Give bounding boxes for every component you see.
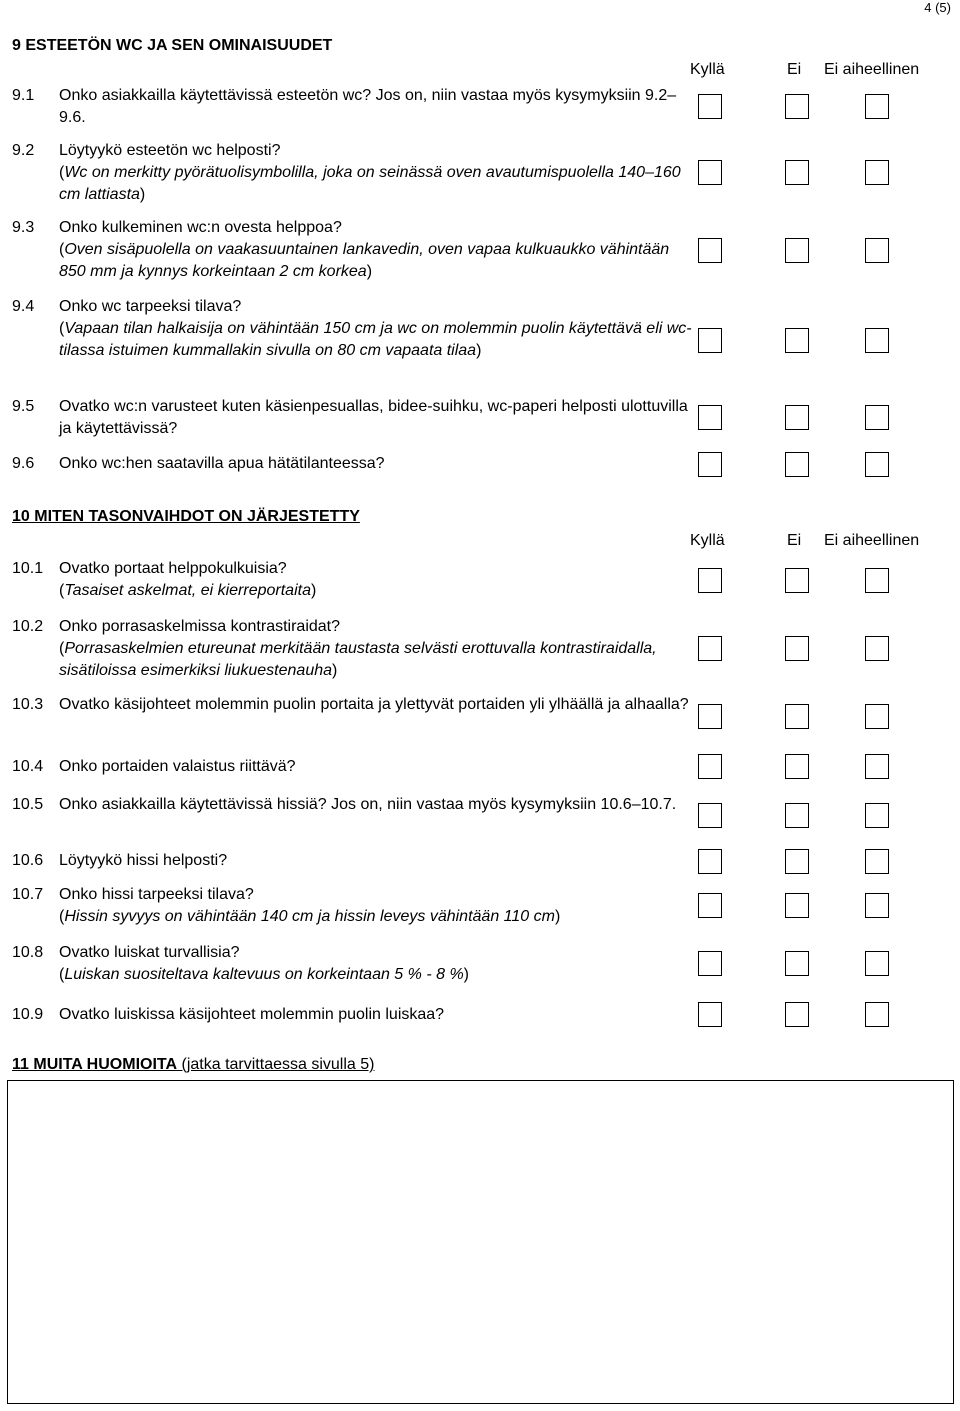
checkbox-no[interactable]: [785, 893, 809, 918]
checkbox-yes[interactable]: [698, 94, 722, 119]
checkbox-no[interactable]: [785, 238, 809, 263]
question-text: Löytyykö hissi helposti?: [59, 852, 228, 869]
answer-row-10-4: [0, 754, 960, 782]
checkbox-na[interactable]: [865, 160, 889, 185]
question-text: Löytyykö esteetön wc helposti?: [59, 142, 281, 159]
question-number: 10.1: [12, 560, 44, 577]
question-text: Ovatko wc:n varusteet kuten käsienpesuallas, bidee-suihku, wc-paperi helposti ulottuvilla ja käytettävissä?: [59, 398, 688, 437]
column-header-na: Ei aiheellinen: [824, 532, 920, 549]
question-number: 9.4: [12, 298, 35, 315]
checkbox-no[interactable]: [785, 704, 809, 729]
question-number: 10.4: [12, 758, 44, 775]
checkbox-na[interactable]: [865, 754, 889, 779]
answer-row-10-8: [0, 951, 960, 979]
checkbox-no[interactable]: [785, 160, 809, 185]
question-number: 9.1: [12, 87, 35, 104]
checkbox-yes[interactable]: [698, 238, 722, 263]
checkbox-no[interactable]: [785, 849, 809, 874]
answer-row-10-1: [0, 568, 960, 596]
checkbox-no[interactable]: [785, 803, 809, 828]
checkbox-yes[interactable]: [698, 568, 722, 593]
checkbox-na[interactable]: [865, 1002, 889, 1027]
checkbox-na[interactable]: [865, 849, 889, 874]
question-text: Onko portaiden valaistus riittävä?: [59, 758, 296, 775]
question-number: 9.3: [12, 219, 35, 236]
question-text: Ovatko käsijohteet molemmin puolin portaita ja ylettyvät portaiden yli ylhäällä ja alhaalla?: [59, 696, 689, 713]
checkbox-no[interactable]: [785, 405, 809, 430]
question-text: Onko porrasaskelmissa kontrastiraidat?: [59, 618, 341, 635]
question-text: Ovatko luiskissa käsijohteet molemmin puolin luiskaa?: [59, 1006, 445, 1023]
answer-row-10-2: [0, 636, 960, 664]
checkbox-na[interactable]: [865, 452, 889, 477]
question-number: 9.2: [12, 142, 35, 159]
question-text: Ovatko luiskat turvallisia?: [59, 944, 240, 961]
checkbox-yes[interactable]: [698, 754, 722, 779]
section-10-title: 10 MITEN TASONVAIHDOT ON JÄRJESTETTY: [12, 508, 360, 525]
question-number: 9.5: [12, 398, 35, 415]
question-note: (Oven sisäpuolella on vaakasuuntainen lankavedin, oven vapaa kulkuaukko vähintään 850 mm ja kynnys korkeintaan 2 cm korkea): [59, 241, 670, 280]
checkbox-na[interactable]: [865, 893, 889, 918]
checkbox-na[interactable]: [865, 704, 889, 729]
question-note: (Porrasaskelmien etureunat merkitään taustasta selvästi erottuvalla kontrastiraidalla, sisätiloissa esimerkiksi liukuestenauha): [59, 640, 657, 679]
checkbox-no[interactable]: [785, 452, 809, 477]
answer-row-9-5: [0, 405, 960, 433]
section-11-title: 11 MUITA HUOMIOITA (jatka tarvittaessa sivulla 5): [12, 1056, 375, 1073]
question-text: Onko wc:hen saatavilla apua hätätilanteessa?: [59, 455, 385, 472]
checkbox-yes[interactable]: [698, 636, 722, 661]
checkbox-no[interactable]: [785, 328, 809, 353]
checkbox-na[interactable]: [865, 803, 889, 828]
answer-row-10-9: [0, 1002, 960, 1030]
answer-row-9-1: [0, 94, 960, 122]
column-headers-9: [690, 61, 944, 81]
checkbox-na[interactable]: [865, 405, 889, 430]
question-text: Onko hissi tarpeeksi tilava?: [59, 886, 254, 903]
answer-row-9-4: [0, 328, 960, 356]
question-text: Ovatko portaat helppokulkuisia?: [59, 560, 287, 577]
column-header-na: Ei aiheellinen: [824, 61, 920, 78]
question-number: 10.5: [12, 796, 44, 813]
checkbox-yes[interactable]: [698, 803, 722, 828]
checkbox-na[interactable]: [865, 568, 889, 593]
checkbox-no[interactable]: [785, 636, 809, 661]
checkbox-na[interactable]: [865, 328, 889, 353]
question-number: 9.6: [12, 455, 35, 472]
checkbox-yes[interactable]: [698, 704, 722, 729]
checkbox-yes[interactable]: [698, 951, 722, 976]
answer-row-10-6: [0, 849, 960, 877]
checkbox-yes[interactable]: [698, 893, 722, 918]
answer-row-10-3: [0, 704, 960, 732]
answer-row-9-3: [0, 238, 960, 266]
column-header-no: Ei: [787, 532, 802, 549]
section-9-title: 9 ESTEETÖN WC JA SEN OMINAISUUDET: [12, 37, 333, 54]
checkbox-no[interactable]: [785, 754, 809, 779]
question-note: (Tasaiset askelmat, ei kierreportaita): [59, 582, 317, 599]
checkbox-no[interactable]: [785, 568, 809, 593]
page-number: 4 (5): [924, 0, 951, 15]
checkbox-no[interactable]: [785, 1002, 809, 1027]
question-text: Onko asiakkailla käytettävissä hissiä? Jos on, niin vastaa myös kysymyksiin 10.6–10.7.: [59, 796, 677, 813]
notes-textarea[interactable]: [7, 1080, 954, 1404]
question-number: 10.9: [12, 1006, 44, 1023]
question-number: 10.6: [12, 852, 44, 869]
question-number: 10.8: [12, 944, 44, 961]
checkbox-na[interactable]: [865, 636, 889, 661]
question-note: (Wc on merkitty pyörätuolisymbolilla, joka on seinässä oven avautumispuolella 140–160 cm lattiasta): [59, 164, 681, 203]
question-number: 10.3: [12, 696, 44, 713]
question-text: Onko asiakkailla käytettävissä esteetön wc? Jos on, niin vastaa myös kysymyksiin 9.2–9.6.: [59, 87, 677, 126]
checkbox-no[interactable]: [785, 951, 809, 976]
question-note: (Luiskan suositeltava kaltevuus on korkeintaan 5 % - 8 %): [59, 966, 469, 983]
column-header-no: Ei: [787, 61, 802, 78]
checkbox-na[interactable]: [865, 94, 889, 119]
checkbox-yes[interactable]: [698, 328, 722, 353]
answer-row-9-6: [0, 452, 960, 480]
checkbox-na[interactable]: [865, 951, 889, 976]
checkbox-na[interactable]: [865, 238, 889, 263]
checkbox-yes[interactable]: [698, 160, 722, 185]
answer-row-9-2: [0, 160, 960, 188]
column-header-yes: Kyllä: [690, 532, 725, 549]
answer-row-10-7: [0, 893, 960, 921]
question-text: Onko wc tarpeeksi tilava?: [59, 298, 242, 315]
question-note: (Vapaan tilan halkaisija on vähintään 150 cm ja wc on molemmin puolin käytettävä eli wc-tilassa istuimen kummallakin sivulla on 80 cm vapaata tilaa): [59, 320, 692, 359]
question-note: (Hissin syvyys on vähintään 140 cm ja hissin leveys vähintään 110 cm): [59, 908, 561, 925]
checkbox-no[interactable]: [785, 94, 809, 119]
question-number: 10.2: [12, 618, 44, 635]
question-text: Onko kulkeminen wc:n ovesta helppoa?: [59, 219, 342, 236]
checkbox-yes[interactable]: [698, 405, 722, 430]
answer-row-10-5: [0, 803, 960, 831]
checkbox-yes[interactable]: [698, 1002, 722, 1027]
section-11-subtitle: (jatka tarvittaessa sivulla 5): [181, 1056, 375, 1073]
column-header-yes: Kyllä: [690, 61, 725, 78]
question-number: 10.7: [12, 886, 44, 903]
checkbox-yes[interactable]: [698, 849, 722, 874]
checkbox-yes[interactable]: [698, 452, 722, 477]
column-headers-10: [690, 532, 944, 552]
